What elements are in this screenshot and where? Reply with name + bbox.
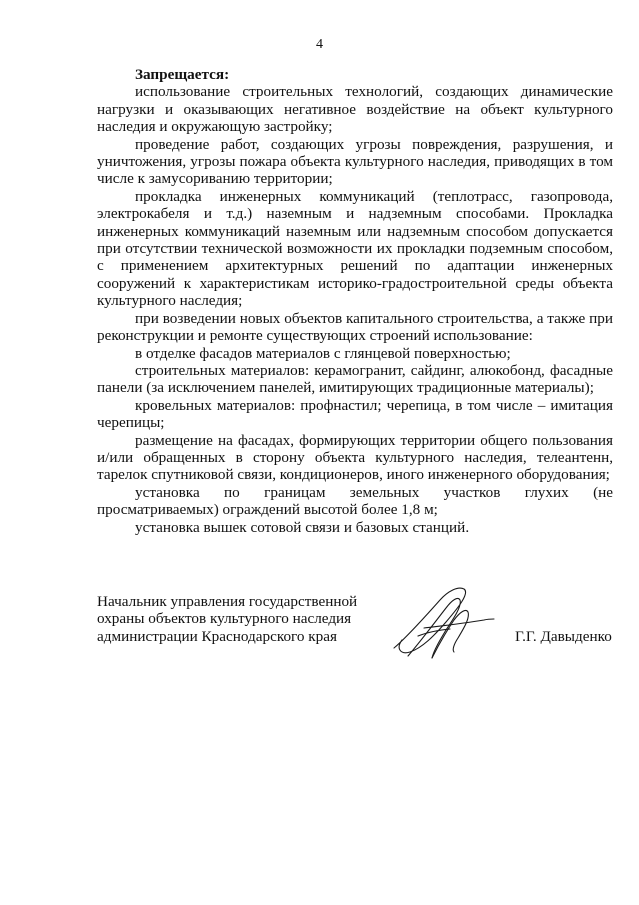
paragraph: использование строительных технологий, создающих динамические нагрузки и оказывающих негативное воздействие на объект культурного наследия и окружающую застройку;	[97, 83, 613, 136]
signatory-position	[97, 593, 367, 645]
handwritten-signature	[388, 582, 496, 666]
paragraph: прокладка инженерных коммуникаций (теплотрасс, газопровода, электрокабеля и т.д.) наземным и надземным способами. Прокладка инженерных коммуникаций наземным или надземным способом допускается при отсутствии технической возможности их прокладки подземным способом, с применением архитектурных решений по адаптации инженерных сооружений к характеристикам историко-градостроительной среды объекта культурного наследия;	[97, 187, 613, 310]
paragraph: размещение на фасадах, формирующих территории общего пользования и/или обращенных в сторону объекта культурного наследия, телеантенн, тарелок спутниковой связи, кондиционеров, иного инженерного оборудования;	[97, 431, 613, 484]
paragraph: проведение работ, создающих угрозы повреждения, разрушения, и уничтожения, угрозы пожара объекта культурного наследия, приводящих в том числе к замусориванию территории;	[97, 135, 613, 188]
paragraph: установка вышек сотовой связи и базовых станций.	[135, 518, 470, 536]
paragraph: установка по границам земельных участков глухих (не просматриваемых) ограждений высотой более 1,8 м;	[97, 483, 613, 519]
document-body	[97, 66, 613, 536]
paragraph: при возведении новых объектов капитального строительства, а также при реконструкции и ремонте существующих строений использование:	[97, 309, 613, 345]
position-line: охраны объектов культурного наследия	[97, 610, 352, 628]
paragraph: в отделке фасадов материалов с глянцевой поверхностью;	[135, 344, 511, 362]
paragraph: строительных материалов: керамогранит, сайдинг, алюкобонд, фасадные панели (за исключением панелей, имитирующих традиционные материалы);	[97, 361, 613, 397]
section-heading: Запрещается:	[135, 66, 230, 83]
signatory-name: Г.Г. Давыденко	[515, 628, 612, 645]
position-line: администрации Краснодарского края	[97, 627, 337, 645]
paragraph: кровельных материалов: профнастил; черепица, в том числе – имитация черепицы;	[97, 396, 613, 432]
position-line: Начальник управления государственной	[97, 593, 358, 610]
page-number: 4	[316, 37, 323, 52]
